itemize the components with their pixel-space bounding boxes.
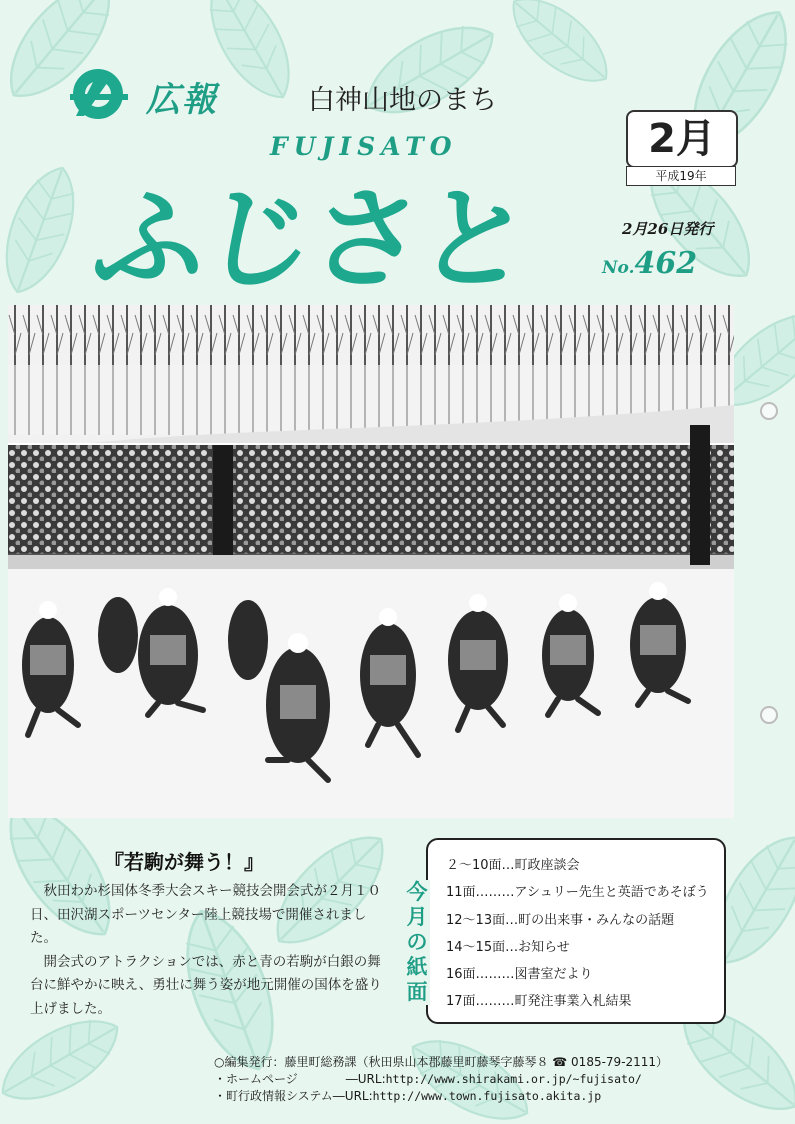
system-line: [214, 1088, 668, 1105]
page-title: ふじさと: [85, 175, 536, 305]
binder-hole-bottom: [760, 706, 778, 724]
system-url[interactable]: http://www.town.fujisato.akita.jp: [372, 1089, 602, 1103]
binder-hole-top: [760, 402, 778, 420]
article-paragraph: 開会式のアトラクションでは、赤と青の若駒が白銀の舞台に鮮やかに映え、勇壮に舞う姿が地元開催の国体を盛り上げました。: [30, 953, 382, 1017]
issue-number: [602, 246, 697, 281]
article-paragraph: 秋田わか杉国体冬季大会スキー競技会開会式が２月１０日、田沢湖スポーツセンター陸上競技場で開催されました。: [30, 883, 381, 946]
homepage-url[interactable]: http://www.shirakami.or.jp/~fujisato/: [385, 1072, 642, 1086]
month-badge: 2月: [626, 110, 738, 168]
issue-number-label: No.: [602, 258, 635, 278]
contents-item: 17面………町発注事業入札結果: [446, 994, 632, 1010]
homepage-label: ・ホームページ ―URL:: [214, 1072, 386, 1086]
contents-label: 今月の紙面: [404, 880, 430, 1005]
cover-photo: [8, 305, 734, 818]
article-headline: 『若駒が舞う！』: [104, 850, 264, 874]
contents-list: [446, 852, 709, 1016]
contents-item: 14～15面…お知らせ: [446, 939, 570, 955]
contents-item: 11面………アシュリー先生と英語であそぼう: [446, 885, 709, 901]
town-emblem-icon: [66, 66, 136, 122]
publisher-info: ○編集発行：藤里町総務課（秋田県山本郡藤里町藤琴字藤琴８ ☎ 0185-79-2111）: [214, 1055, 669, 1069]
contents-item: 16面………図書室だより: [446, 967, 593, 983]
contents-item: 12～13面…町の出来事・みんなの話題: [446, 912, 675, 928]
romaji-title: FUJISATO: [270, 132, 458, 161]
year-badge: 平成19年: [626, 166, 736, 186]
issue-number-value: 462: [634, 246, 698, 281]
article-body: [30, 880, 392, 1021]
system-label: ・町行政情報システム―URL:: [214, 1089, 373, 1103]
contents-item: ２～10面…町政座談会: [446, 858, 580, 873]
tagline: 白神山地のまち: [308, 85, 497, 116]
publisher-footer: [214, 1054, 668, 1105]
koho-label: 広報: [146, 80, 218, 120]
issue-date: 2月26日発行: [622, 220, 714, 238]
homepage-line: [214, 1071, 668, 1088]
